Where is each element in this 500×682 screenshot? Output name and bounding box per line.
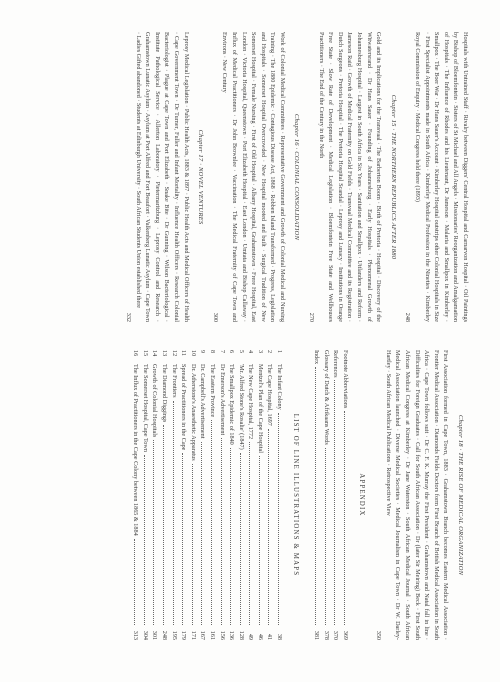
illustration-page: 195	[170, 630, 178, 640]
illustration-title: 'Mr. Alfred Stone's Rosalie' (1847)	[237, 364, 245, 450]
illustration-page: 128	[237, 630, 245, 640]
dot-leader	[259, 456, 260, 625]
dot-leader	[201, 442, 202, 626]
illustration-item	[131, 350, 141, 640]
illustration-title: The Influx of Practitioners in the Cape Colony between 1865 & 1884	[132, 364, 140, 536]
appendix-heading: APPENDIX	[357, 473, 365, 517]
appendix-item	[331, 350, 341, 640]
chapter-18-page: 350	[375, 630, 383, 640]
illustration-item	[246, 350, 256, 640]
appendix-item-page: 369	[342, 630, 350, 640]
dot-leader	[182, 453, 183, 625]
dot-leader	[278, 413, 279, 625]
dot-leader	[344, 411, 345, 625]
dot-leader	[221, 438, 222, 625]
illustration-page: 248	[160, 630, 168, 640]
illustration-page: 167	[199, 630, 207, 640]
dot-leader	[269, 429, 270, 625]
illustration-item	[236, 350, 246, 640]
dot-leader	[153, 440, 154, 625]
illustration-title: Mentzel's Plan of the Cape Hospital	[256, 364, 264, 453]
chapter-16-page: 300	[211, 312, 219, 322]
illustration-title: The New Cape Hospital, 1772	[247, 364, 255, 440]
illustration-number: 3	[256, 350, 264, 354]
appendix-item-page: 381	[313, 630, 321, 640]
illustration-title: The Cape Hospital, 1697	[266, 364, 274, 426]
illustrations-heading: LIST OF LINE ILLUSTRATIONS & MAPS	[291, 413, 299, 577]
illustration-number: 14	[151, 350, 159, 357]
illustration-title: The Diamond Diggings	[160, 364, 168, 423]
illustration-item	[198, 350, 208, 640]
illustration-page: 46	[256, 633, 264, 640]
illustration-number: 9	[199, 350, 207, 354]
illustration-page: 49	[247, 633, 255, 640]
chapter-18-title: Chapter 18 · THE RISE OF MEDICAL ORGANIZATION	[457, 414, 464, 576]
illustration-title: Spread of Practitioners in the Cape	[180, 364, 188, 451]
illustration-item	[140, 350, 150, 640]
appendix-item-page: 370	[332, 630, 340, 640]
illustration-item	[265, 350, 275, 640]
appendix-list	[312, 350, 350, 640]
illustration-number: 11	[180, 350, 188, 356]
illustration-title: Dr. Campbell's Advertisement	[199, 364, 207, 439]
dot-leader	[163, 425, 164, 625]
appendix-item-title: References	[332, 350, 340, 378]
illustration-number: 15	[141, 350, 149, 357]
illustration-page: 179	[180, 630, 188, 640]
illustration-item	[217, 350, 227, 640]
chapter-18-body: First Association formed in Cape Town, 1883 · Grahamstown Branch becomes Eastern Medical Association · Frontier Medical Association · Diamonds Fields Doctors form First Branch of British Medical Association in South Africa · Cape Town follows suit · Dr C. F. K. Murray the First President · Grahamstown and Natal fall in line · Difficulties for Foreign Graduates · Call for South African Association · Dr (later Sir Meiring) Beck · First South African Medical Congress at Kimberley · Dr Jane Waterston · South African Medical Journal · South African Medical Association launched · Diverse Medical Societies · Medical Journalism in Cape Town · Dr W. Darley-Hartley · South African Medical Publications · Retrospective View	[384, 350, 450, 640]
appendix-item-title: Index	[313, 350, 321, 365]
illustration-item	[169, 350, 179, 640]
illustration-item	[227, 350, 237, 640]
illustration-item	[179, 350, 189, 640]
dot-leader	[173, 401, 174, 625]
dot-leader	[325, 448, 326, 625]
illustration-number: 7	[218, 350, 226, 354]
illustration-title: Growth of Colonial Hospitals	[151, 364, 159, 438]
illustration-number: 8	[208, 350, 216, 354]
chapter-17-body: Leprosy Medical Legislation · Public Health Acts, 1883 & 1897 · Public Health Acts and Medical Officers of Health · Cape Government Town · Dr Turner, Fuller and Infant Mortality · Influence Health Officers · Research Colonial Bacteriologist · Plague at Cape Town and Port Elizabeth · Snake Bite · Dr Gunning · Wilson Bacteriological · Institute Pathological Service · Allerton Laboratory · Pietermaritzburg · Leprosy Control and Research · Grahamstown Lunatic Asylum · Asylum at Port Alfred and Fort Beaufort · Valkenberg Lunatic Asylum · Cape Town · Ladies Gifted abandoned · Students at Edinburgh University · South African Students Union established there	[134, 32, 190, 322]
illustration-item	[255, 350, 265, 640]
illustration-number: 12	[170, 350, 178, 357]
illustration-page: 161	[208, 630, 216, 640]
dot-leader	[249, 442, 250, 625]
illustration-number: 10	[189, 350, 197, 357]
illustration-item	[150, 350, 160, 640]
illustration-title: Dr. Atherstone's Anaesthetic Apparatus	[189, 364, 197, 461]
dot-leader	[192, 464, 193, 625]
illustration-number: 5	[237, 350, 245, 354]
chapter-14-page: 248	[404, 312, 412, 322]
illustration-page: 171	[189, 630, 197, 640]
dot-leader	[144, 455, 145, 625]
dot-leader	[240, 453, 241, 625]
chapter-15-page: 270	[308, 312, 316, 322]
illustration-number: 4	[247, 350, 255, 354]
illustration-title: The Frontiers	[170, 364, 178, 398]
illustration-page: 41	[266, 633, 274, 640]
chapter-15-body: Gold and its Implications for the Transvaal · The Barberton Boom · Birth of Pretoria · Hospital · Discovery of the Witwatersrand · Dr Hans Sauer · Founding of Johannesburg · Early Hospitals · Phenomenal Growth of Johannesburg Hospital · Largest in South Africa in Six Years · Sanitation and Smallpox · Uitlanders and Reform · Jameson Raid · Growth of Medical Fraternity on Gold Fields · Transvaal Medical Committee and its Registration · Dutch Surgeons · Pretoria Hospital · The Pretoria Hospital Scandal · Leprosy and Lunacy · Institutions in Orange Free State · Slow Rate of Development · Medical Legislation · Bloemfontein Free State and Wellhouses Practitioners · The End of the Century in the North	[317, 32, 383, 322]
illustration-title: The Infant Colony	[276, 364, 284, 410]
illustration-item	[207, 350, 217, 640]
chapter-15-title: Chapter 15 · THE NORTHERN REPUBLICS AFTER 1880	[389, 94, 397, 260]
dot-leader	[134, 539, 135, 625]
chapter-17-title: Chapter 17 · NOVEL VENTURES	[197, 129, 205, 225]
appendix-item	[321, 350, 331, 640]
illustration-title: Dr Emerson's Advertisement	[218, 364, 226, 436]
dot-leader	[211, 420, 212, 625]
dot-leader	[315, 367, 316, 625]
rotated-contents	[40, 32, 470, 648]
chapter-14-continuation: Hospitals with Untrained Staff · Rivalry between Diggers' Central Hospital and Carnarvon Hospital · Oil Paintings by Bishop of Bloemfontein · Sisters of St Michael and All Angels · Missionaries' Reorganization and Amalgamation of Hospitals · The Influence of Rhodes and his Lieutenant, Dr Jameson · Malaria and Smallpox in Kimberley · Smallpox · The Boer War · Dr Hans Sauer's Account · Kimberley Hospital outstrips other Colonial Hospitals in Size · First Specialist Appointments made in South Africa · Kimberley Medical Profession in the Nineties · Kimberley Royal Commission of Enquiry · Medical Congress held there (1893)	[414, 32, 469, 322]
illustration-item	[275, 350, 285, 640]
dot-leader	[230, 448, 231, 625]
appendix-item-title: Footnote Abbreviations	[342, 350, 350, 409]
appendix-item-page: 378	[322, 630, 330, 640]
illustration-title: The Eastern Province	[208, 364, 216, 418]
chapter-17-page: 332	[125, 312, 132, 322]
chapter-16-title: Chapter 16 · COLONIAL CONSOLIDATION	[293, 113, 301, 241]
illustration-title: The Smallpox Epidemic of 1840	[228, 364, 236, 445]
appendix-item	[312, 350, 322, 640]
illustration-title: The Somerset Hospital, Cape Town	[141, 364, 149, 452]
contents-right-column	[40, 350, 470, 640]
illustration-item	[188, 350, 198, 640]
illustration-number: 13	[160, 350, 168, 357]
illustration-number: 2	[266, 350, 274, 354]
appendix-item-title: Glossary of Dutch & Afrikaans Words	[322, 350, 330, 445]
appendix-item	[340, 350, 350, 640]
illustration-page: 156	[218, 630, 226, 640]
illustration-number: 16	[132, 350, 140, 357]
illustration-page: 38	[276, 633, 284, 640]
illustration-page: 301	[151, 630, 159, 640]
illustration-page: 304	[141, 630, 149, 640]
illustration-page: 313	[132, 630, 140, 640]
illustrations-list	[131, 350, 285, 640]
illustration-number: 1	[276, 350, 284, 354]
illustration-number: 6	[228, 350, 236, 354]
dot-leader	[334, 380, 335, 625]
contents-left-column	[40, 32, 470, 322]
illustration-item	[159, 350, 169, 640]
chapter-16-body: Work of Colonial Medical Committees · Representative Government and Growth of Colonial Medical and Nursing Training · The 1880 Epidemic · Contagious Disease Act, 1868 · Robben Island Transformed · Progress, Legislation and Hospitals · Somerset Hospital Overcrowded · New Hospital mooted and built · Surgical Tradition of New Somerset Hospital · Female Nursing · First of Old Hospital · Albany Hospital, Grahamstown · Frere Hospital, East London · Victoria Hospital, Queenstown · Port Elizabeth Hospital · East London · Umtata and Bishop Callaway · Influx of Medical Practitioners · Dr John Brownlee · Vaccination · The Medical Fraternity of Cape Town and Environs · New Century	[221, 32, 286, 322]
illustration-page: 136	[228, 630, 236, 640]
